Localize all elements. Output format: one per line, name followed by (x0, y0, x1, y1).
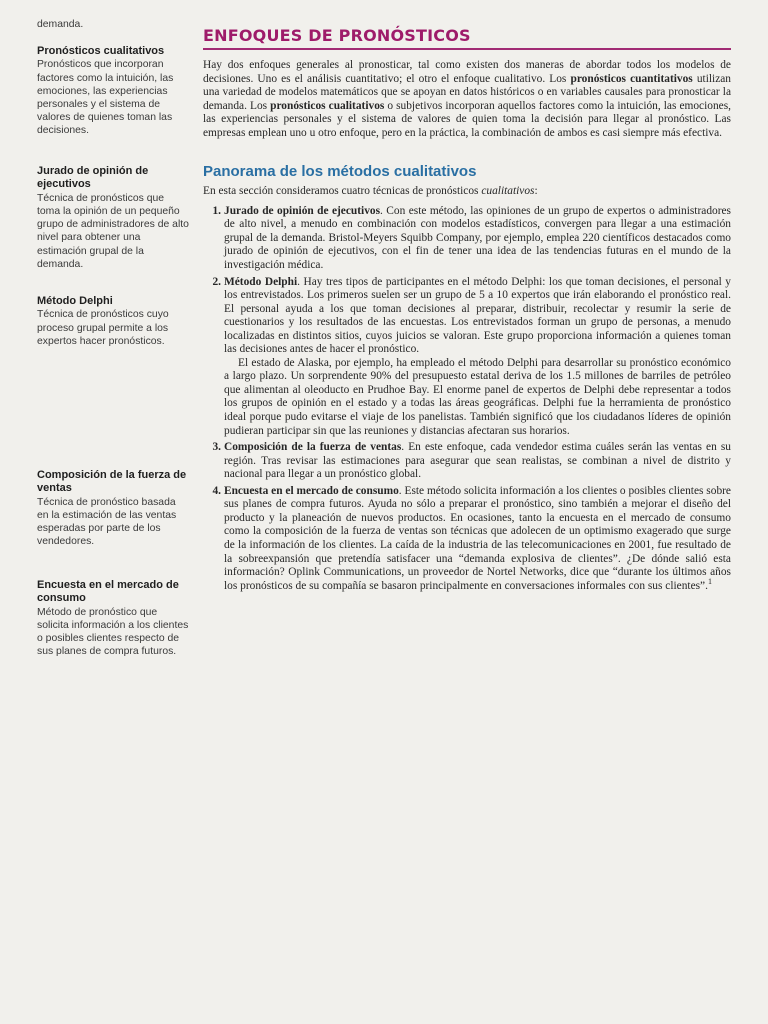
list-item (203, 205, 731, 273)
glossary-entry-jurado (37, 165, 189, 271)
item-text: . Este método solicita información a los clientes o posibles clientes sobre sus planes de compra futuros. Ayuda no sólo a preparar el pronóstico, sino también a mejorar el diseño del producto y la planeación de nuevos productos. En ocasiones, tanto la encuesta en el mercado de consumo como la composición de la fuerza de ventas son técnicas que adolecen de un optimismo exagerado que surge de la información de los clientes. La caída de la industria de las telecomunicaciones en 2001, fue resultado de la sobreexpansión que pretendía satisfacer una “demanda explosiva de clientes”. ¿De dónde salió esta información? Oplink Communications, un proveedor de Nortel Networks, dice que “durante los últimos años los pronósticos de su compañía se basaron principalmente en conversaciones informales con sus clientes”. (224, 484, 731, 592)
lead-end: : (534, 185, 538, 198)
list-item (203, 441, 731, 482)
glossary-fragment (37, 18, 189, 31)
glossary-entry-delphi (37, 295, 189, 348)
subsection-title: Panorama de los métodos cualitativos (203, 163, 477, 181)
glossary-definition: Pronósticos que incorporan factores como la intuición, las emociones, las experiencias personales y el sistema de valores de quienes toman las decisiones. (37, 59, 174, 137)
item-number: 4. (212, 484, 221, 497)
intro-paragraph (203, 59, 731, 140)
list-item (203, 485, 731, 593)
glossary-entry-fuerza-ventas (37, 469, 189, 549)
glossary-term: Encuesta en el mercado de consumo (37, 579, 179, 605)
item-paragraph: El estado de Alaska, por ejemplo, ha empleado el método Delphi para desarrollar su pronóstico económico a largo plazo. Un sorprendente 90% del presupuesto estatal deriva de los 1.5 millones de barriles de petróleo que alimentan al oleoducto en Prudhoe Bay. El enorme panel de expertos de Delphi debe representar a todos los grupos de opinión en el estado y a todas las áreas geográficas. Delphi fue la herramienta de pronóstico ideal porque pudo evitarse el viaje de los panelistas. También significó que los ciudadanos líderes de opinión pudieran participar sin que las reuniones y distancias afectaran sus horarios. (224, 356, 731, 437)
glossary-definition: Técnica de pronósticos cuyo proceso grupal permite a los expertos hacer pronósticos. (37, 309, 169, 347)
lead-text: En esta sección consideramos cuatro técnicas de pronósticos (203, 185, 482, 198)
item-text: . Con este método, las opiniones de un grupo de expertos o administradores de alto nivel, a menudo en combinación con modelos estadísticos, convergen para llegar a una estimación grupal de la demanda. Bristol-Meyers Squibb Company, por ejemplo, emplea 220 científicos destacados como jurado de opinión de ejecutivos, con el fin de tener una idea de las tendencias futuras en el mundo de la investigación médica. (224, 204, 731, 272)
main-column (203, 26, 731, 593)
item-title: Método Delphi (224, 275, 298, 288)
glossary-term: Pronósticos cualitativos (37, 45, 165, 57)
glossary-definition: Método de pronóstico que solicita información a los clientes o posibles clientes respecto de sus planes de compra futuros. (37, 606, 189, 658)
term-pronosticos-cuantitativos: pronósticos cuantitativos (570, 72, 693, 85)
intro-text: o subjetivos incorporan aquellos factores como la intuición, las emociones, las experiencias personales y el sistema de valores de quien toma la decisión para llegar al pronóstico. Las empresas emplean uno u otro enfoque, pero en la práctica, la combinación de ambos es casi siempre más efectiva. (203, 99, 732, 139)
glossary-term: Método Delphi (37, 295, 113, 307)
intro-text: utilizan una variedad de modelos matemáticos que se apoyan en datos históricos o en variables causales para pronosticar la demanda. Los (203, 72, 732, 112)
list-item (203, 276, 731, 439)
footnote-marker: 1 (707, 576, 712, 586)
term-pronosticos-cualitativos: pronósticos cualitativos (270, 99, 385, 112)
glossary-term: Composición de la fuerza de ventas (37, 469, 187, 495)
lead-italic: cualitativos (481, 185, 535, 198)
item-number: 3. (212, 441, 221, 454)
glossary-definition: Técnica de pronósticos que toma la opinión de un pequeño grupo de administradores de alto nivel para obtener una estimación grupal de la demanda. (37, 192, 189, 270)
item-number: 1. (212, 204, 221, 217)
item-title: Composición de la fuerza de ventas (224, 441, 402, 454)
glossary-entry-pronosticos-cualitativos (37, 45, 189, 138)
methods-list (203, 205, 731, 593)
glossary-fragment-text: demanda. (37, 19, 84, 30)
glossary-term: Jurado de opinión de ejecutivos (37, 165, 149, 191)
item-title: Jurado de opinión de ejecutivos (224, 204, 381, 217)
item-text: . En este enfoque, cada vendedor estima cuáles serán las ventas en su región. Tras revisar las estimaciones para asegurar que sean realistas, se combinan a nivel de distrito y nacional para llegar a un pronóstico global. (224, 441, 731, 481)
glossary-definition: Técnica de pronóstico basada en la estimación de las ventas esperadas por parte de los vendedores. (37, 496, 177, 548)
subsection-lead (203, 185, 731, 199)
section-title: ENFOQUES DE PRONÓSTICOS (203, 26, 731, 50)
intro-text: Hay dos enfoques generales al pronosticar, tal como existen dos maneras de abordar todos los modelos de decisiones. Uno es el análisis cuantitativo; el otro el enfoque cualitativo. Los (203, 59, 731, 85)
item-number: 2. (212, 275, 221, 288)
item-text: . Hay tres tipos de participantes en el método Delphi: los que toman decisiones, el personal y los entrevistados. Los primeros suelen ser un grupo de 5 a 10 expertos que irán elaborando el pronóstico real. El personal ayuda a los que toman decisiones al preparar, distribuir, recolectar y resumir la serie de cuestionarios y los resultados de las encuestas. Los entrevistados forman un grupo de personas, a menudo localizadas en distintos sitios, cuyos juicios se valoran. Este grupo proporciona información a quienes toman las decisiones antes de hacer el pronóstico. (224, 275, 731, 356)
glossary-entry-encuesta (37, 579, 189, 659)
item-title: Encuesta en el mercado de consumo (224, 484, 399, 497)
